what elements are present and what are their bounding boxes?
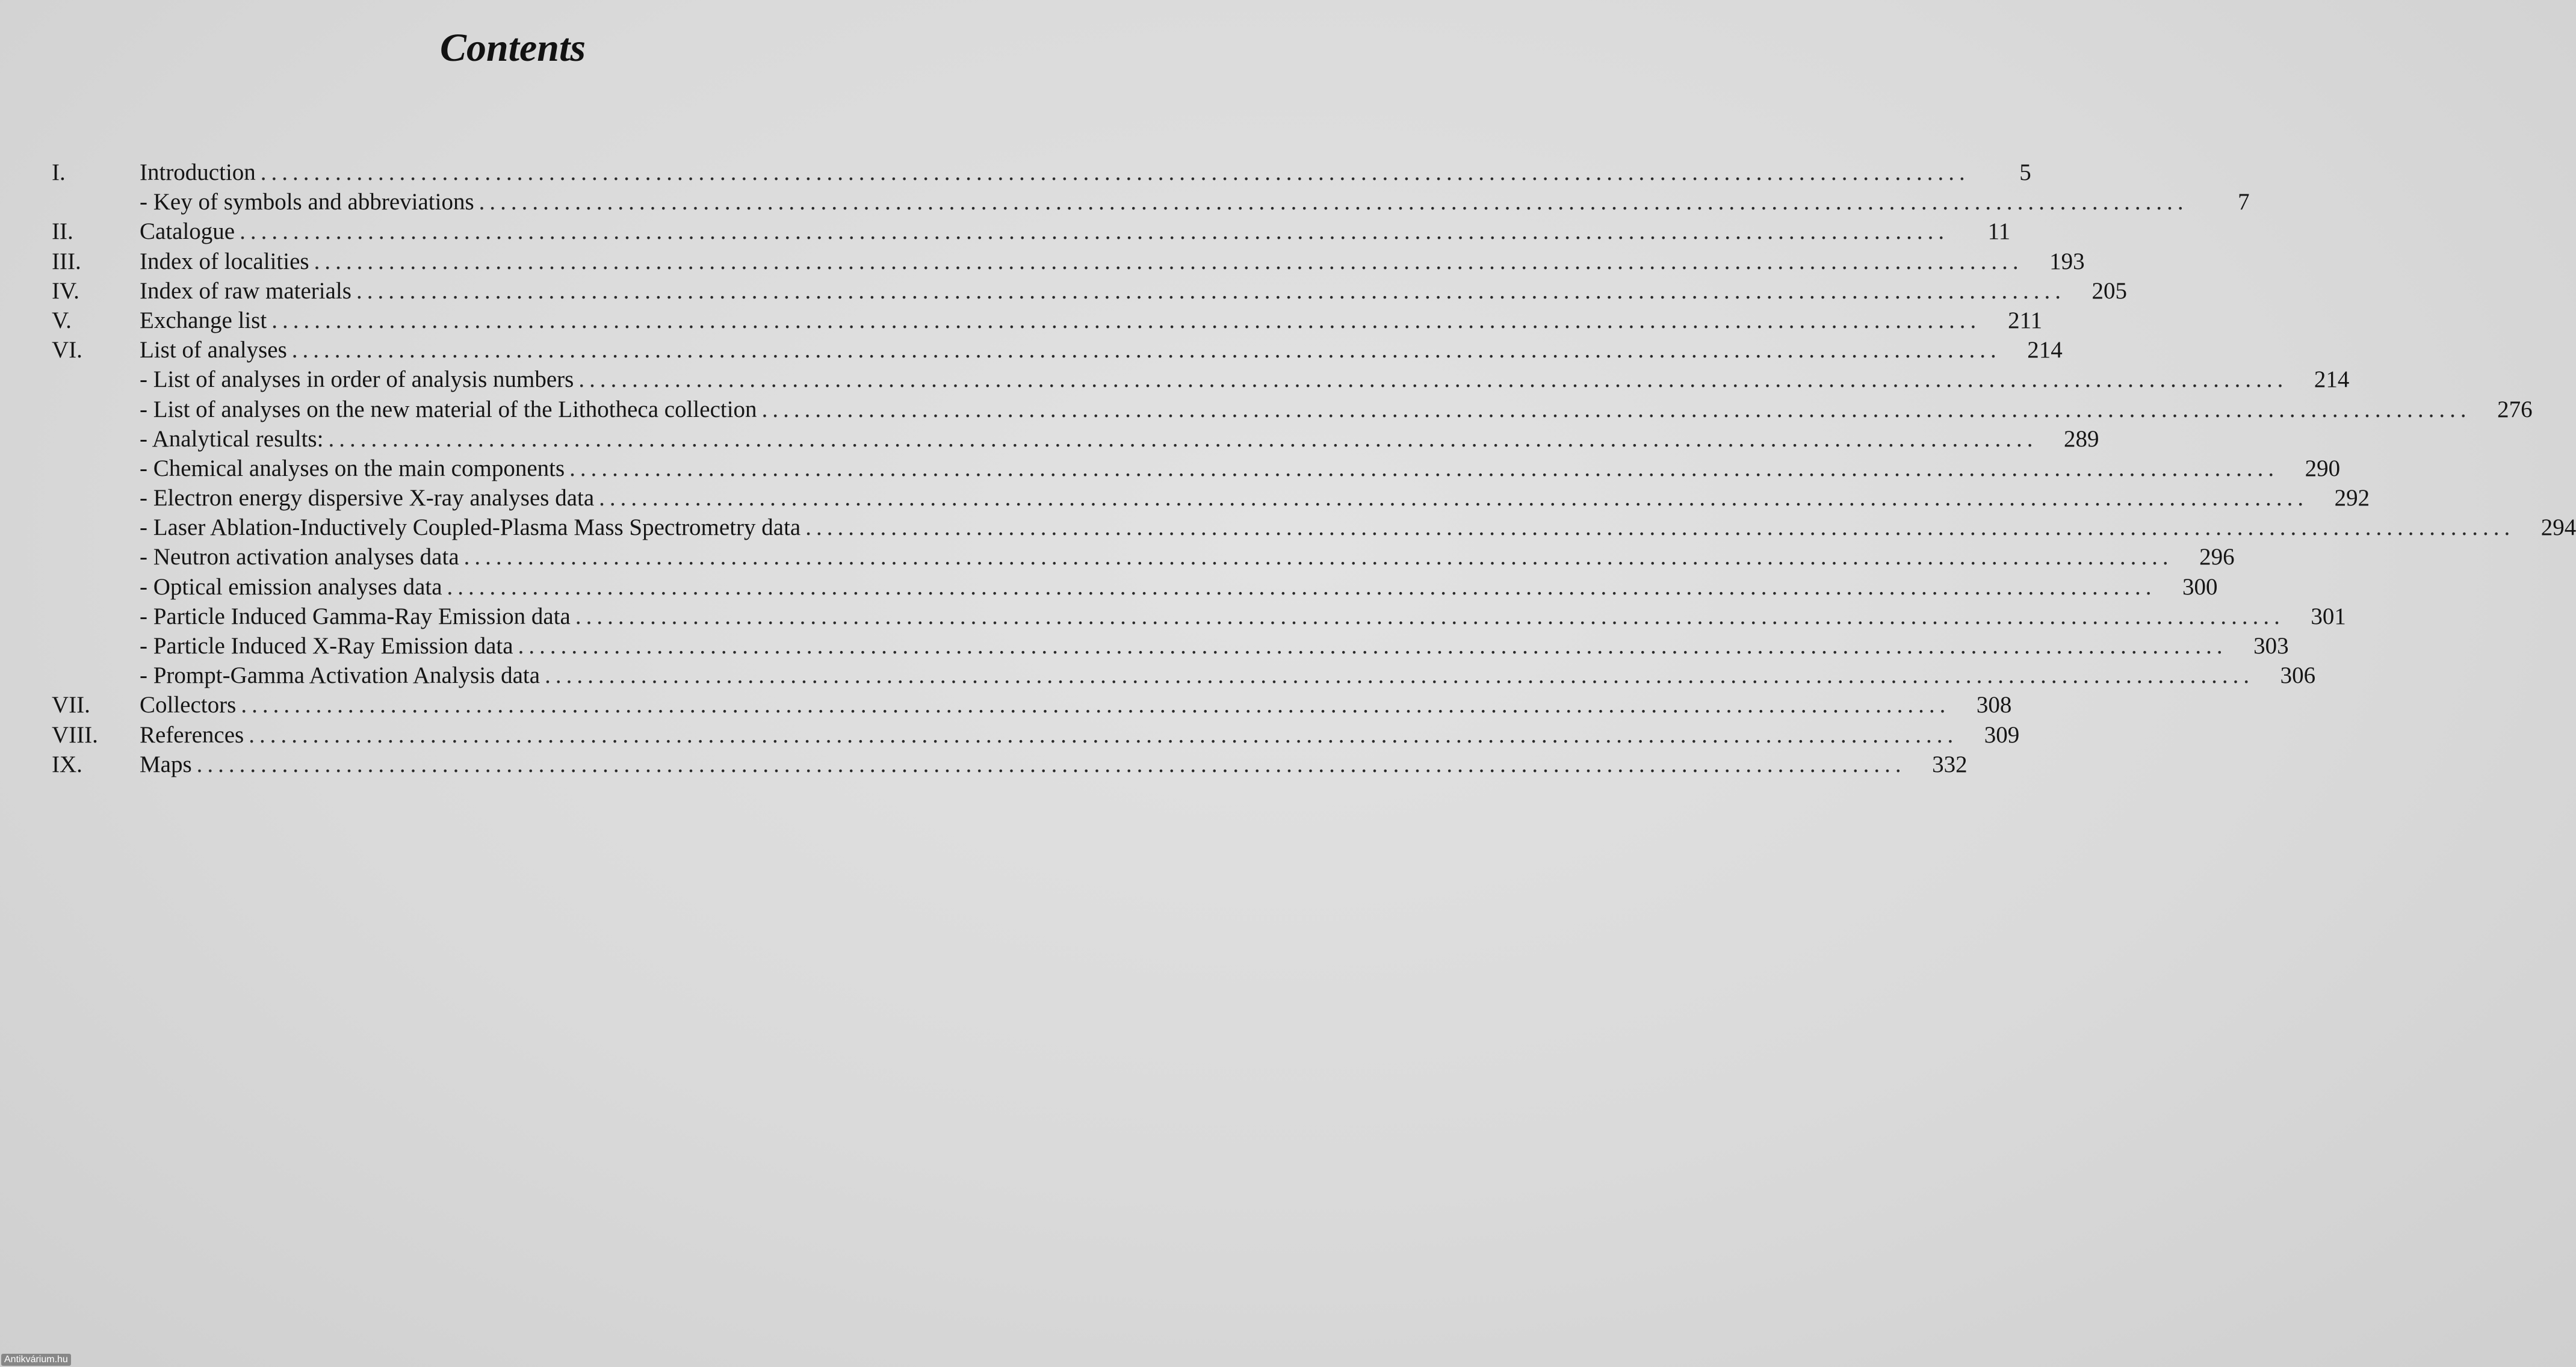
dot-leader: ................................................................................................................................................................ xyxy=(196,751,1906,777)
toc-entry-title: - Particle Induced X-Ray Emission data xyxy=(140,633,513,659)
toc-entry-page: 214 xyxy=(2314,366,2350,393)
toc-entry xyxy=(52,661,2316,690)
toc-entry-title: - Optical emission analyses data xyxy=(140,573,442,600)
dot-leader: ................................................................................................................................................................ xyxy=(328,425,2038,452)
toc-entry-number: VI. xyxy=(52,337,82,363)
toc-entry xyxy=(52,720,2020,750)
toc-entry-number: I. xyxy=(52,159,66,185)
toc-entry-page: 205 xyxy=(2091,277,2127,304)
toc-entry-title: - Key of symbols and abbreviations xyxy=(140,189,474,215)
toc-entry xyxy=(52,690,2012,720)
dot-leader: ................................................................................................................................................................ xyxy=(575,603,2285,629)
toc-entry-page: 309 xyxy=(1984,721,2020,748)
toc-entry-page: 5 xyxy=(2019,159,2031,185)
toc-entry-line xyxy=(140,187,2250,217)
dot-leader: ................................................................................................................................................................ xyxy=(271,307,1981,333)
dot-leader: ................................................................................................................................................................ xyxy=(545,662,2255,689)
toc-entry-page: 300 xyxy=(2182,573,2218,600)
toc-entry-line xyxy=(140,602,2346,631)
toc-entry-line xyxy=(140,424,2099,454)
toc-entry xyxy=(52,483,2370,513)
watermark: Antikvárium.hu xyxy=(1,1354,71,1366)
toc-entry-page: 214 xyxy=(2027,337,2063,363)
toc-entry-title: - Chemical analyses on the main components xyxy=(140,455,565,481)
toc-entry-line xyxy=(140,306,2043,335)
toc-entry-title: Exchange list xyxy=(140,307,267,333)
toc-entry-title: - Neutron activation analyses data xyxy=(140,544,459,570)
toc-entry-line xyxy=(140,365,2350,394)
toc-entry-line xyxy=(140,158,2031,187)
toc-entry-title: Index of localities xyxy=(140,248,309,274)
toc-entry-page: 292 xyxy=(2334,485,2370,511)
toc-entry-page: 296 xyxy=(2199,544,2235,570)
toc-entry-line xyxy=(140,276,2127,306)
toc-entry-title: Catalogue xyxy=(140,218,235,245)
dot-leader: ................................................................................................................................................................ xyxy=(569,455,2279,481)
page-title: Contents xyxy=(439,26,586,70)
toc-entry-line xyxy=(140,690,2012,720)
dot-leader: ................................................................................................................................................................ xyxy=(356,277,2066,304)
toc-entry-title: Collectors xyxy=(140,692,237,718)
toc-entry-page: 276 xyxy=(2497,396,2533,422)
toc-entry-page: 7 xyxy=(2238,189,2250,215)
dot-leader: ................................................................................................................................................................ xyxy=(314,248,2023,274)
toc-entry-page: 303 xyxy=(2253,633,2289,659)
toc-entry-number: V. xyxy=(52,307,72,333)
toc-entry-line xyxy=(140,720,2020,750)
dot-leader: ................................................................................................................................................................ xyxy=(249,721,1958,748)
toc-entry xyxy=(52,365,2350,394)
toc-entry-title: - List of analyses on the new material of the Lithotheca collection xyxy=(140,396,757,422)
toc-entry xyxy=(52,602,2346,631)
dot-leader: ................................................................................................................................................................ xyxy=(447,573,2156,600)
toc-entry-title: - Laser Ablation-Inductively Coupled-Plasma Mass Spectrometry data xyxy=(140,514,801,541)
toc-entry-number: VII. xyxy=(52,692,90,718)
toc-entry xyxy=(52,306,2043,335)
toc-entry-line xyxy=(140,395,2533,424)
toc-entry-line xyxy=(140,247,2085,276)
toc-entry-title: References xyxy=(140,721,244,748)
dot-leader: ................................................................................................................................................................ xyxy=(599,485,2309,511)
toc-entry-page: 193 xyxy=(2049,248,2085,274)
dot-leader: ................................................................................................................................................................ xyxy=(518,633,2228,659)
toc-entry-title: - Prompt-Gamma Activation Analysis data xyxy=(140,662,540,689)
toc-entry-page: 306 xyxy=(2280,662,2316,689)
toc-entry xyxy=(52,217,2011,246)
toc-entry-number: VIII. xyxy=(52,721,98,748)
dot-leader: ................................................................................................................................................................ xyxy=(260,159,1970,185)
toc-entry-title: - Particle Induced Gamma-Ray Emission data xyxy=(140,603,571,629)
toc-entry xyxy=(52,335,2063,365)
toc-entry-title: Index of raw materials xyxy=(140,277,351,304)
dot-leader: ................................................................................................................................................................ xyxy=(578,366,2288,393)
toc-entry-line xyxy=(140,631,2289,661)
toc-entry xyxy=(52,424,2099,454)
toc-entry-page: 294 xyxy=(2540,514,2576,541)
toc-entry-title: - List of analyses in order of analysis numbers xyxy=(140,366,574,393)
toc-entry-title: - Analytical results: xyxy=(140,425,324,452)
toc-entry-line xyxy=(140,661,2316,690)
toc-entry xyxy=(52,247,2085,276)
toc-entry xyxy=(52,395,2533,424)
toc-entry-line xyxy=(140,335,2063,365)
dot-leader: ................................................................................................................................................................ xyxy=(291,337,2001,363)
toc-entry-line xyxy=(140,572,2218,602)
dot-leader: ................................................................................................................................................................ xyxy=(761,396,2471,422)
toc-entry-page: 290 xyxy=(2305,455,2341,481)
toc-entry xyxy=(52,276,2127,306)
toc-entry-line xyxy=(140,454,2341,483)
toc-entry-page: 289 xyxy=(2063,425,2099,452)
toc-entry xyxy=(52,750,1968,779)
toc-entry-title: List of analyses xyxy=(140,337,287,363)
toc-entry xyxy=(52,187,2250,217)
toc-entry xyxy=(52,572,2218,602)
dot-leader: ................................................................................................................................................................ xyxy=(805,514,2515,541)
toc-entry-page: 308 xyxy=(1976,692,2012,718)
toc-entry-line xyxy=(140,483,2370,513)
toc-entry-number: IX. xyxy=(52,751,82,777)
toc-entry-title: Maps xyxy=(140,751,192,777)
table-of-contents xyxy=(52,158,2576,779)
toc-entry xyxy=(52,631,2289,661)
toc-entry-number: II. xyxy=(52,218,73,245)
toc-entry-number: III. xyxy=(52,248,81,274)
toc-entry-page: 11 xyxy=(1987,218,2011,245)
toc-entry-line xyxy=(140,217,2011,246)
toc-entry-line xyxy=(140,750,1968,779)
toc-entry-line xyxy=(140,542,2235,572)
toc-entry-page: 332 xyxy=(1932,751,1968,777)
toc-entry-page: 301 xyxy=(2311,603,2346,629)
toc-entry xyxy=(52,542,2235,572)
toc-entry xyxy=(52,454,2341,483)
toc-entry-line xyxy=(140,513,2576,542)
toc-entry xyxy=(52,158,2031,187)
dot-leader: ................................................................................................................................................................ xyxy=(241,692,1951,718)
toc-entry-title: Introduction xyxy=(140,159,256,185)
dot-leader: ................................................................................................................................................................ xyxy=(240,218,1949,245)
dot-leader: ................................................................................................................................................................ xyxy=(478,189,2188,215)
toc-entry-number: IV. xyxy=(52,277,79,304)
toc-entry-page: 211 xyxy=(2008,307,2043,333)
dot-leader: ................................................................................................................................................................ xyxy=(463,544,2173,570)
toc-entry-title: - Electron energy dispersive X-ray analyses data xyxy=(140,485,595,511)
toc-entry xyxy=(52,513,2576,542)
